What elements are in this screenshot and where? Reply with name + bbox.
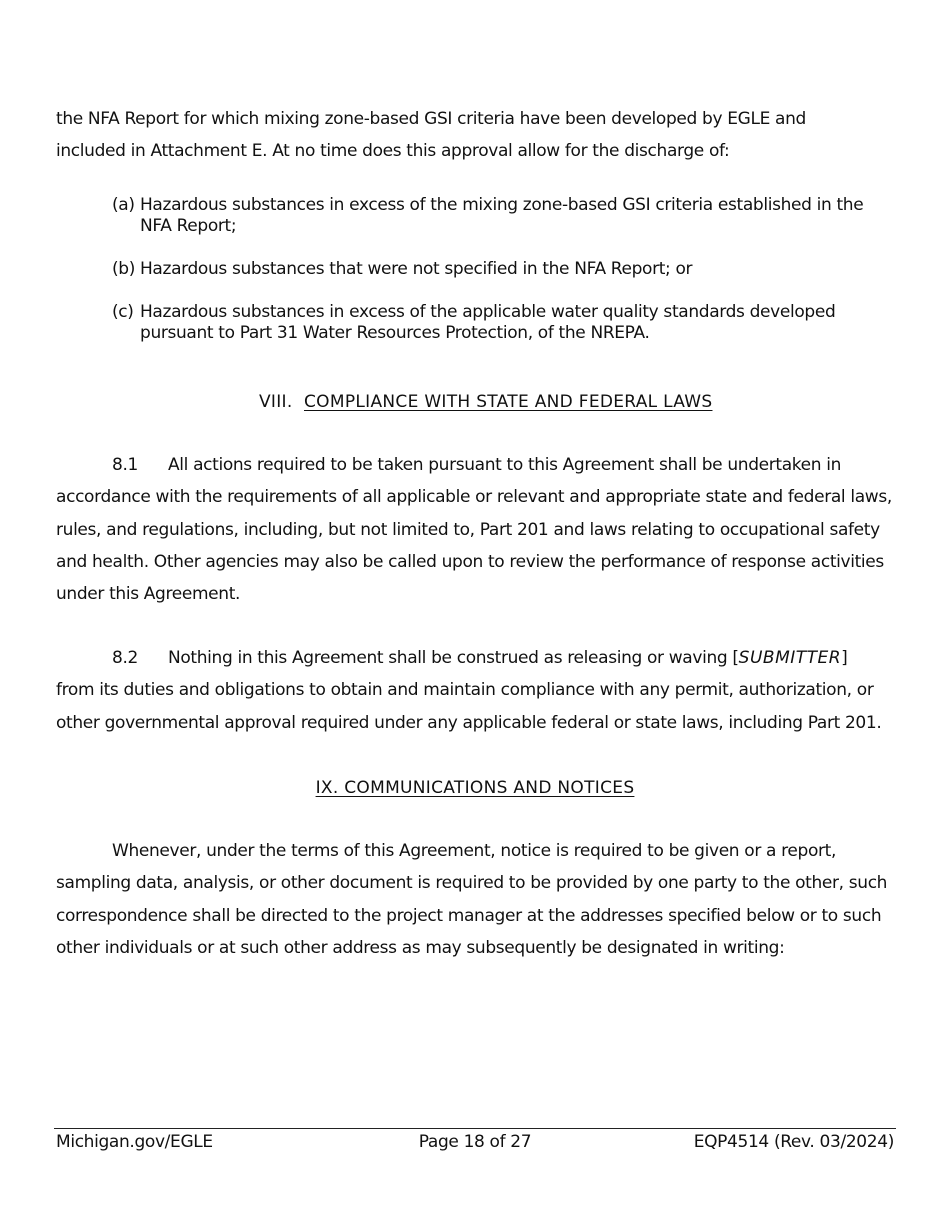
paragraph-text: ] bbox=[841, 648, 848, 668]
list-item-c bbox=[112, 302, 902, 344]
paragraph-text: from its duties and obligations to obtain and maintain compliance with any permit, authorization, or bbox=[56, 680, 874, 701]
communications-paragraph bbox=[56, 835, 896, 964]
footer-form-number: EQP4514 (Rev. 03/2024) bbox=[693, 1132, 894, 1152]
list-marker: (a) bbox=[112, 195, 135, 215]
paragraph-number: 8.2 bbox=[112, 648, 138, 668]
list-marker: (b) bbox=[112, 259, 136, 279]
paragraph-text: rules, and regulations, including, but not limited to, Part 201 and laws relating to occupational safety bbox=[56, 519, 880, 540]
list-marker: (c) bbox=[112, 302, 134, 322]
section-8-title: COMPLIANCE WITH STATE AND FEDERAL LAWS bbox=[304, 392, 713, 412]
list-item-text: pursuant to Part 31 Water Resources Protection, of the NREPA. bbox=[140, 323, 650, 343]
footer-website: Michigan.gov/EGLE bbox=[56, 1132, 213, 1152]
paragraph-text: Whenever, under the terms of this Agreement, notice is required to be given or a report, bbox=[112, 841, 837, 861]
list-item-a bbox=[112, 195, 902, 237]
intro-line-2: included in Attachment E. At no time does this approval allow for the discharge of: bbox=[56, 141, 730, 162]
paragraph-text: Nothing in this Agreement shall be construed as releasing or waving [ bbox=[168, 648, 739, 668]
paragraph-text: other individuals or at such other address as may subsequently be designated in writing: bbox=[56, 937, 785, 958]
list-item-text: Hazardous substances that were not specified in the NFA Report; or bbox=[140, 259, 693, 279]
paragraph-number: 8.1 bbox=[112, 455, 138, 475]
intro-line-1: the NFA Report for which mixing zone-based GSI criteria have been developed by EGLE and bbox=[56, 109, 806, 129]
section-8-heading bbox=[259, 391, 712, 413]
section-9-heading bbox=[0, 777, 950, 799]
paragraph-text: All actions required to be taken pursuant to this Agreement shall be undertaken in bbox=[168, 455, 842, 475]
paragraph-8-1 bbox=[56, 449, 896, 610]
paragraph-text: sampling data, analysis, or other document is required to be provided by one party to the other, such bbox=[56, 873, 888, 894]
paragraph-text: accordance with the requirements of all applicable or relevant and appropriate state and federal laws, bbox=[56, 487, 892, 508]
list-item-text: NFA Report; bbox=[140, 216, 237, 236]
list-item-text: Hazardous substances in excess of the mixing zone-based GSI criteria established in the bbox=[140, 195, 864, 215]
list-item-text: Hazardous substances in excess of the applicable water quality standards developed bbox=[140, 302, 836, 322]
paragraph-text: other governmental approval required under any applicable federal or state laws, including Part 201. bbox=[56, 712, 882, 733]
paragraph-text: correspondence shall be directed to the project manager at the addresses specified below or to such bbox=[56, 905, 882, 926]
footer-divider bbox=[54, 1128, 896, 1129]
paragraph-text: and health. Other agencies may also be called upon to review the performance of response activities bbox=[56, 551, 884, 572]
section-9-title: IX. COMMUNICATIONS AND NOTICES bbox=[315, 778, 635, 798]
paragraph-8-2 bbox=[56, 642, 896, 739]
submitter-placeholder: SUBMITTER bbox=[738, 648, 842, 668]
intro-paragraph bbox=[56, 103, 896, 168]
list-item-b bbox=[112, 259, 902, 280]
section-8-number: VIII. bbox=[259, 392, 293, 412]
footer-page-number: Page 18 of 27 bbox=[418, 1132, 532, 1152]
paragraph-text: under this Agreement. bbox=[56, 584, 241, 605]
